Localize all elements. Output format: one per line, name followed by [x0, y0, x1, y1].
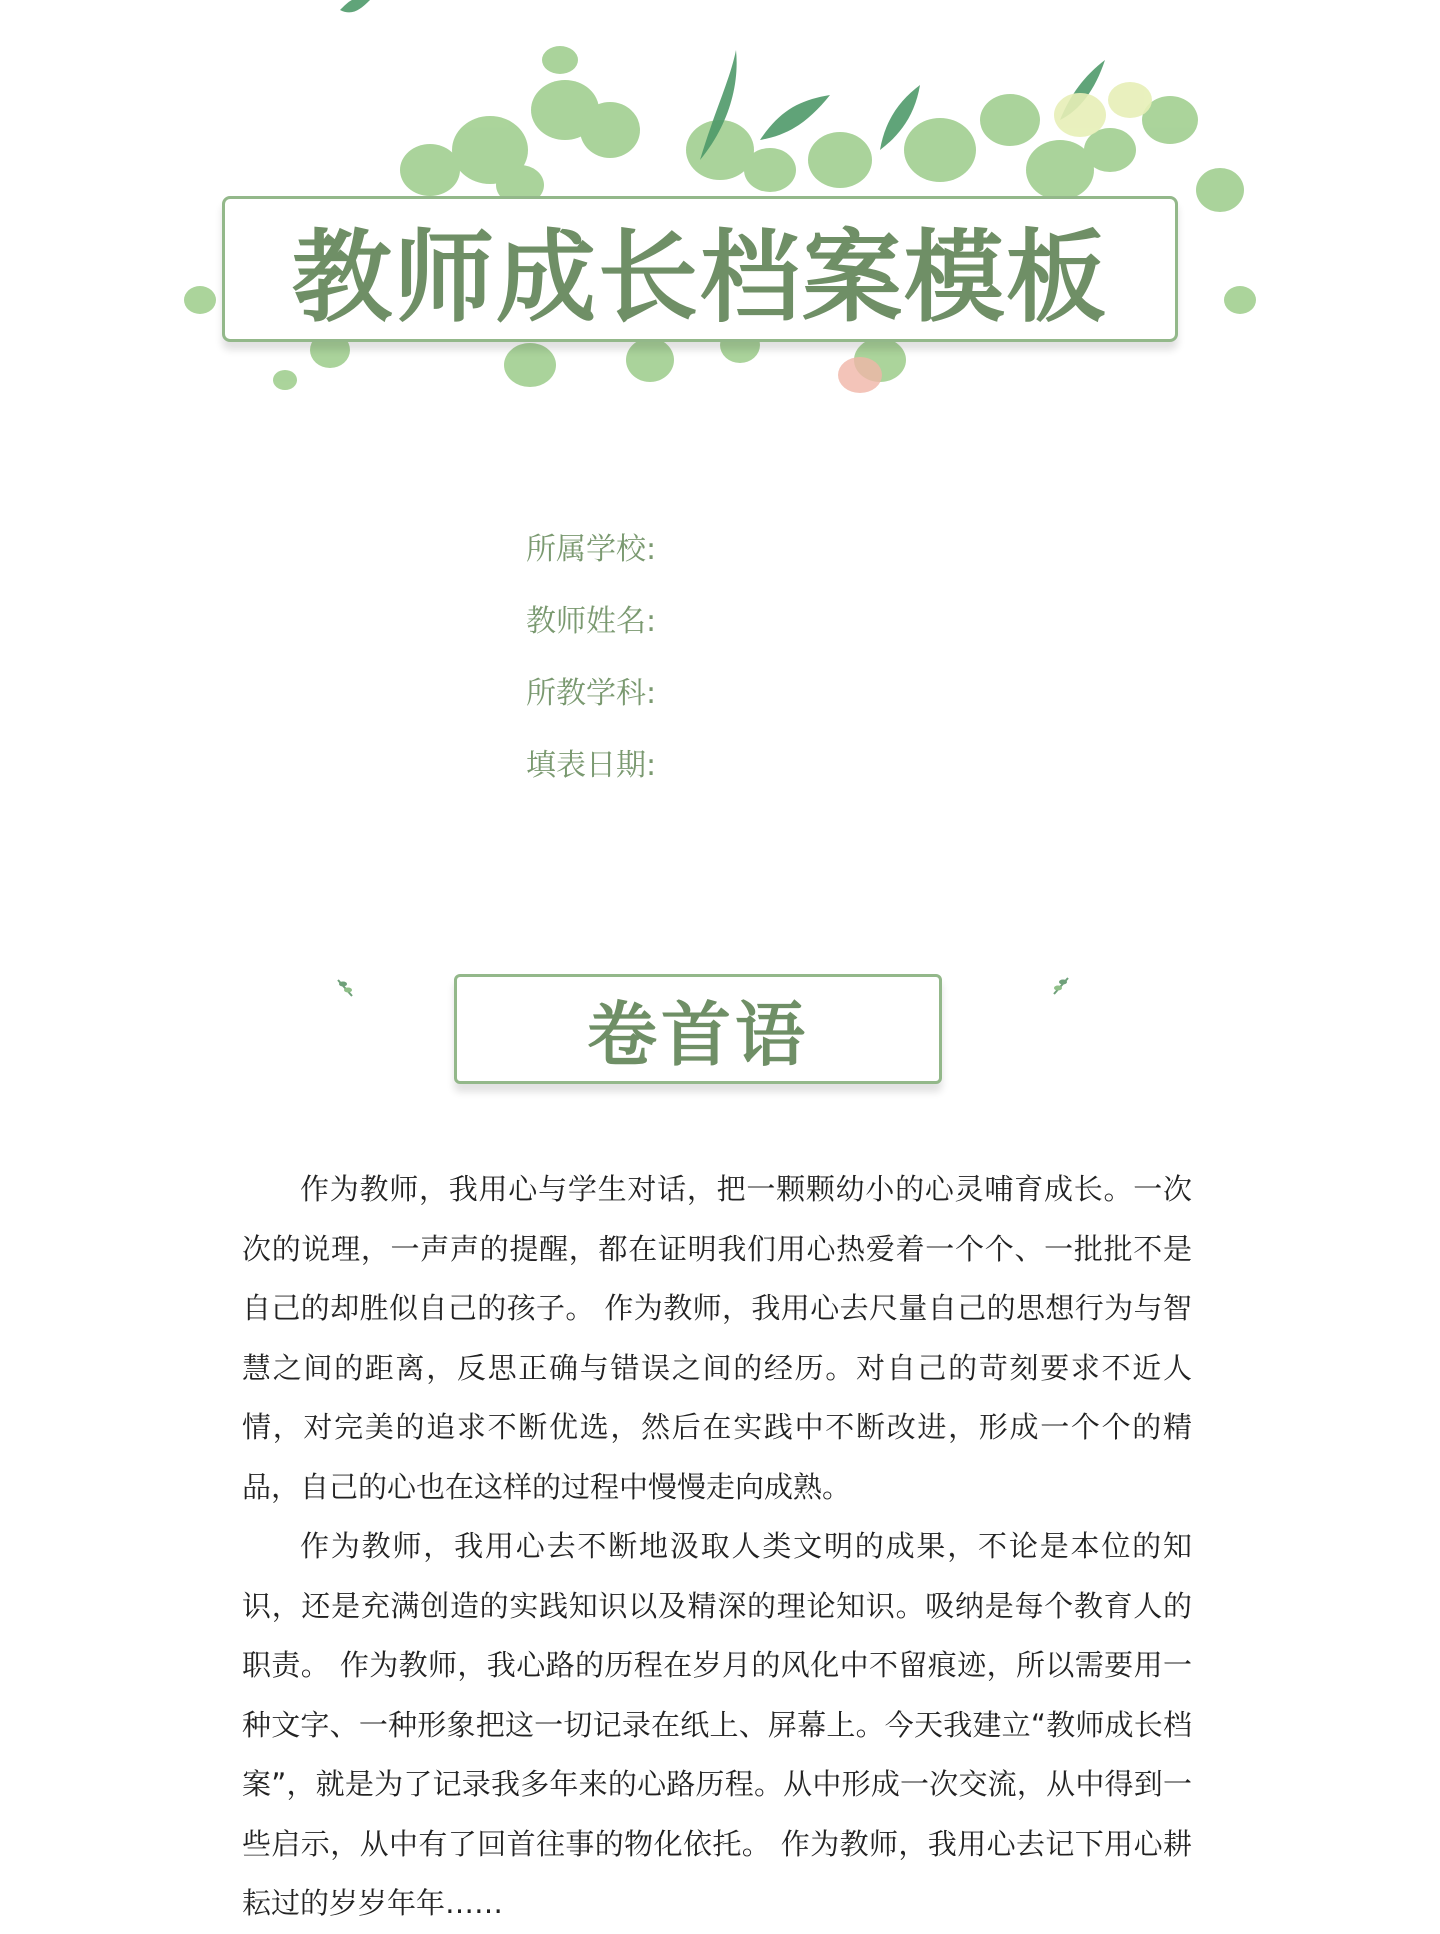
section-title: 卷首语: [587, 993, 809, 1076]
info-form: [526, 526, 656, 814]
leaf-sprig-icon: [1048, 974, 1072, 998]
field-label: 教师姓名:: [526, 604, 657, 639]
section-title-plate: [454, 974, 942, 1084]
field-label: 填表日期:: [526, 748, 657, 783]
field-teacher-name: [526, 598, 656, 670]
field-subject: [526, 670, 656, 742]
field-date: [526, 742, 656, 814]
preface-text: [242, 1160, 1192, 1934]
leaf-sprig-icon: [334, 976, 358, 1000]
field-label: 所属学校:: [526, 532, 657, 567]
field-school: [526, 526, 656, 598]
paragraph: 作为教师，我用心去不断地汲取人类文明的成果，不论是本位的知识，还是充满创造的实践知识以及精深的理论知识。吸纳是每个教育人的职责。 作为教师，我心路的历程在岁月的风化中不留痕迹，所以需要用一种文字、一种形象把这一切记录在纸上、屏幕上。今天我建立“教师成长档案”，就是为了记录我多年来的心路历程。从中形成一次交流，从中得到一些启示，从中有了回首往事的物化依托。 作为教师，我用心去记下用心耕耘过的岁岁年年……: [242, 1529, 1192, 1920]
title-plate: [222, 196, 1178, 342]
page-title: 教师成长档案模板: [292, 219, 1108, 336]
paragraph: 作为教师，我用心与学生对话，把一颗颗幼小的心灵哺育成长。一次次的说理，一声声的提醒，都在证明我们用心热爱着一个个、一批批不是自己的却胜似自己的孩子。 作为教师，我用心去尺量自己的思想行为与智慧之间的距离，反思正确与错误之间的经历。对自己的苛刻要求不近人情，对完美的追求不断优选，然后在实践中不断改进，形成一个个的精品，自己的心也在这样的过程中慢慢走向成熟。: [242, 1172, 1192, 1504]
field-label: 所教学科:: [526, 676, 657, 711]
